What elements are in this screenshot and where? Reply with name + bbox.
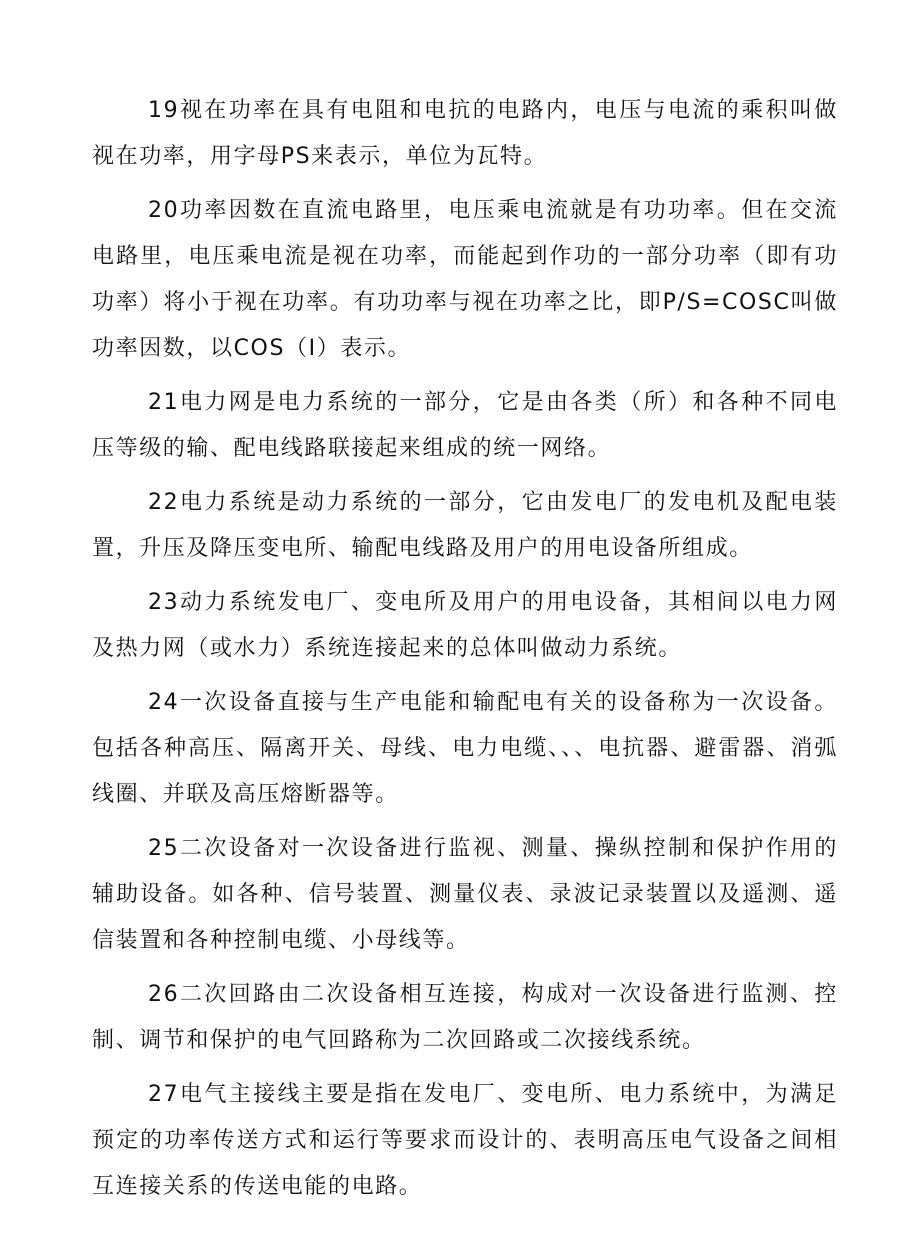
paragraph-21: 21电力网是电力系统的一部分，它是由各类（所）和各种不同电压等级的输、配电线路联接起来组成的统一网络。 <box>92 390 838 461</box>
paragraph-20: 20功率因数在直流电路里，电压乘电流就是有功功率。但在交流电路里，电压乘电流是视在功率，而能起到作功的一部分功率（即有功功率）将小于视在功率。有功功率与视在功率之比，即P/S=COSC叫做功率因数，以COS（I）表示。 <box>92 198 838 361</box>
paragraph-26: 26二次回路由二次设备相互连接，构成对一次设备进行监测、控制、调节和保护的电气回路称为二次回路或二次接线系统。 <box>92 982 838 1053</box>
paragraph-27: 27电气主接线主要是指在发电厂、变电所、电力系统中，为满足预定的功率传送方式和运行等要求而设计的、表明高压电气设备之间相互连接关系的传送电能的电路。 <box>92 1082 838 1199</box>
paragraph-24: 24一次设备直接与生产电能和输配电有关的设备称为一次设备。包括各种高压、隔离开关、母线、电力电缆、、、电抗器、避雷器、消弧线圈、并联及高压熔断器等。 <box>92 690 838 807</box>
paragraph-19: 19视在功率在具有电阻和电抗的电路内，电压与电流的乘积叫做视在功率，用字母PS来表示，单位为瓦特。 <box>92 98 838 169</box>
paragraph-23: 23动力系统发电厂、变电所及用户的用电设备，其相间以电力网及热力网（或水力）系统连接起来的总体叫做动力系统。 <box>92 590 838 661</box>
paragraph-25: 25二次设备对一次设备进行监视、测量、操纵控制和保护作用的辅助设备。如各种、信号装置、测量仪表、录波记录装置以及遥测、遥信装置和各种控制电缆、小母线等。 <box>92 836 838 953</box>
paragraph-22: 22电力系统是动力系统的一部分，它由发电厂的发电机及配电装置，升压及降压变电所、输配电线路及用户的用电设备所组成。 <box>92 490 838 561</box>
